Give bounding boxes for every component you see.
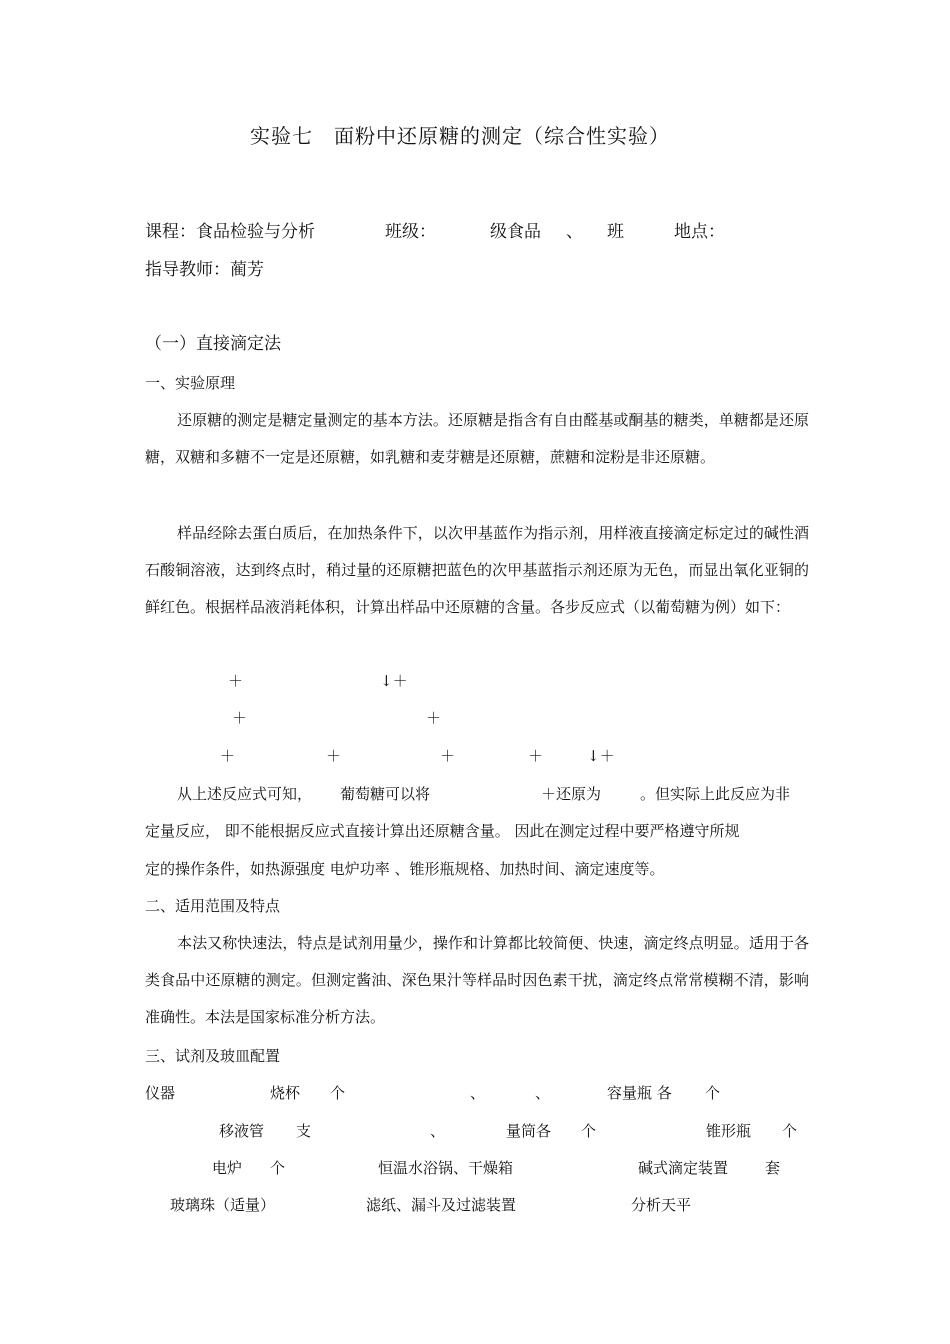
section-heading-reagents: 三、试剂及玻皿配置 — [145, 1047, 281, 1065]
electric-stove-unit: 个 — [270, 1159, 286, 1177]
document-title: 实验七 面粉中还原糖的测定（综合性实验） — [250, 124, 670, 148]
burette-unit: 套 — [765, 1159, 781, 1177]
conclusion-part-2: 葡萄糖可以将 — [340, 785, 431, 803]
instruments-label: 仪器 — [145, 1084, 176, 1102]
analytical-balance-item: 分析天平 — [631, 1196, 692, 1214]
beaker-item: 烧杯 — [270, 1084, 301, 1102]
pipette-item: 移液管 — [219, 1122, 265, 1140]
class-label: 班级： — [385, 222, 436, 242]
conclusion-part-4: 。但实际上此反应为非 — [640, 785, 791, 803]
scope-paragraph — [145, 925, 809, 1036]
location-label: 地点： — [674, 222, 725, 242]
water-bath-item: 恒温水浴锅、干燥箱 — [378, 1159, 514, 1177]
reaction-2-plus-a: ＋ — [232, 709, 248, 727]
reaction-3-plus-b: ＋ — [326, 747, 342, 765]
volumetric-flask-item: 容量瓶 各 — [607, 1084, 672, 1102]
graduated-cylinder-item: 量筒各 — [506, 1122, 552, 1140]
conclusion-part-3: ＋还原为 — [541, 785, 602, 803]
reaction-1-precipitate: ↓＋ — [380, 672, 408, 690]
row2-separator: 、 — [430, 1122, 446, 1140]
reaction-3-plus-d: ＋ — [528, 747, 544, 765]
class-value: 级食品 — [490, 222, 541, 242]
reaction-3-plus-c: ＋ — [440, 747, 456, 765]
principle-paragraph-1 — [145, 402, 809, 476]
graduated-cylinder-unit: 个 — [581, 1122, 597, 1140]
teacher-label: 指导教师：蔺芳 — [145, 260, 264, 280]
row1-separator-2: 、 — [535, 1084, 551, 1102]
principle-paragraph-2 — [145, 515, 809, 626]
reaction-2-plus-b: ＋ — [426, 709, 442, 727]
principle-paragraph-1-text: 还原糖的测定是糖定量测定的基本方法。还原糖是指含有自由醛基或酮基的糖类，单糖都是还原糖，双糖和多糖不一定是还原糖，如乳糖和麦芽糖是还原糖，蔗糖和淀粉是非还原糖。 — [145, 411, 809, 466]
glass-beads-item: 玻璃珠（适量） — [170, 1196, 276, 1214]
reaction-3-precipitate: ↓＋ — [587, 747, 615, 765]
reaction-1-plus: ＋ — [228, 672, 244, 690]
conclusion-line-2: 定量反应， 即不能根据反应式直接计算出还原糖含量。 因此在测定过程中要严格遵守所规 — [145, 822, 740, 840]
electric-stove-item: 电炉 — [212, 1159, 243, 1177]
class-unit: 班 — [607, 222, 624, 242]
scope-paragraph-text: 本法又称快速法，特点是试剂用量少，操作和计算都比较简便、快速，滴定终点明显。适用于各类食品中还原糖的测定。但测定酱油、深色果汁等样品时因色素干扰，滴定终点常常模糊不清，影响准确性。本法是国家标准分析方法。 — [145, 934, 809, 1026]
class-separator: 、 — [566, 222, 583, 242]
section-heading-principle: 一、实验原理 — [145, 374, 236, 392]
conclusion-part-1: 从上述反应式可知， — [177, 785, 313, 803]
conical-flask-unit: 个 — [782, 1122, 798, 1140]
section-heading-scope: 二、适用范围及特点 — [145, 897, 281, 915]
conclusion-line-3: 定的操作条件，如热源强度 电炉功率 、锥形瓶规格、加热时间、滴定速度等。 — [145, 860, 665, 878]
reaction-3-plus-a: ＋ — [220, 747, 236, 765]
beaker-unit: 个 — [330, 1084, 346, 1102]
filtration-item: 滤纸、漏斗及过滤装置 — [366, 1196, 517, 1214]
conical-flask-item: 锥形瓶 — [706, 1122, 752, 1140]
principle-paragraph-2-text: 样品经除去蛋白质后，在加热条件下，以次甲基蓝作为指示剂，用样液直接滴定标定过的碱性酒石酸铜溶液，达到终点时，稍过量的还原糖把蓝色的次甲基蓝指示剂还原为无色，而显出氧化亚铜的鲜红色。根据样品液消耗体积，计算出样品中还原糖的含量。各步反应式（以葡萄糖为例）如下： — [145, 524, 809, 616]
volumetric-flask-unit: 个 — [705, 1084, 721, 1102]
course-label: 课程：食品检验与分析 — [145, 222, 315, 242]
pipette-unit: 支 — [296, 1122, 312, 1140]
burette-item: 碱式滴定装置 — [638, 1159, 729, 1177]
method-heading: （一）直接滴定法 — [145, 334, 281, 354]
row1-separator-1: 、 — [470, 1084, 486, 1102]
